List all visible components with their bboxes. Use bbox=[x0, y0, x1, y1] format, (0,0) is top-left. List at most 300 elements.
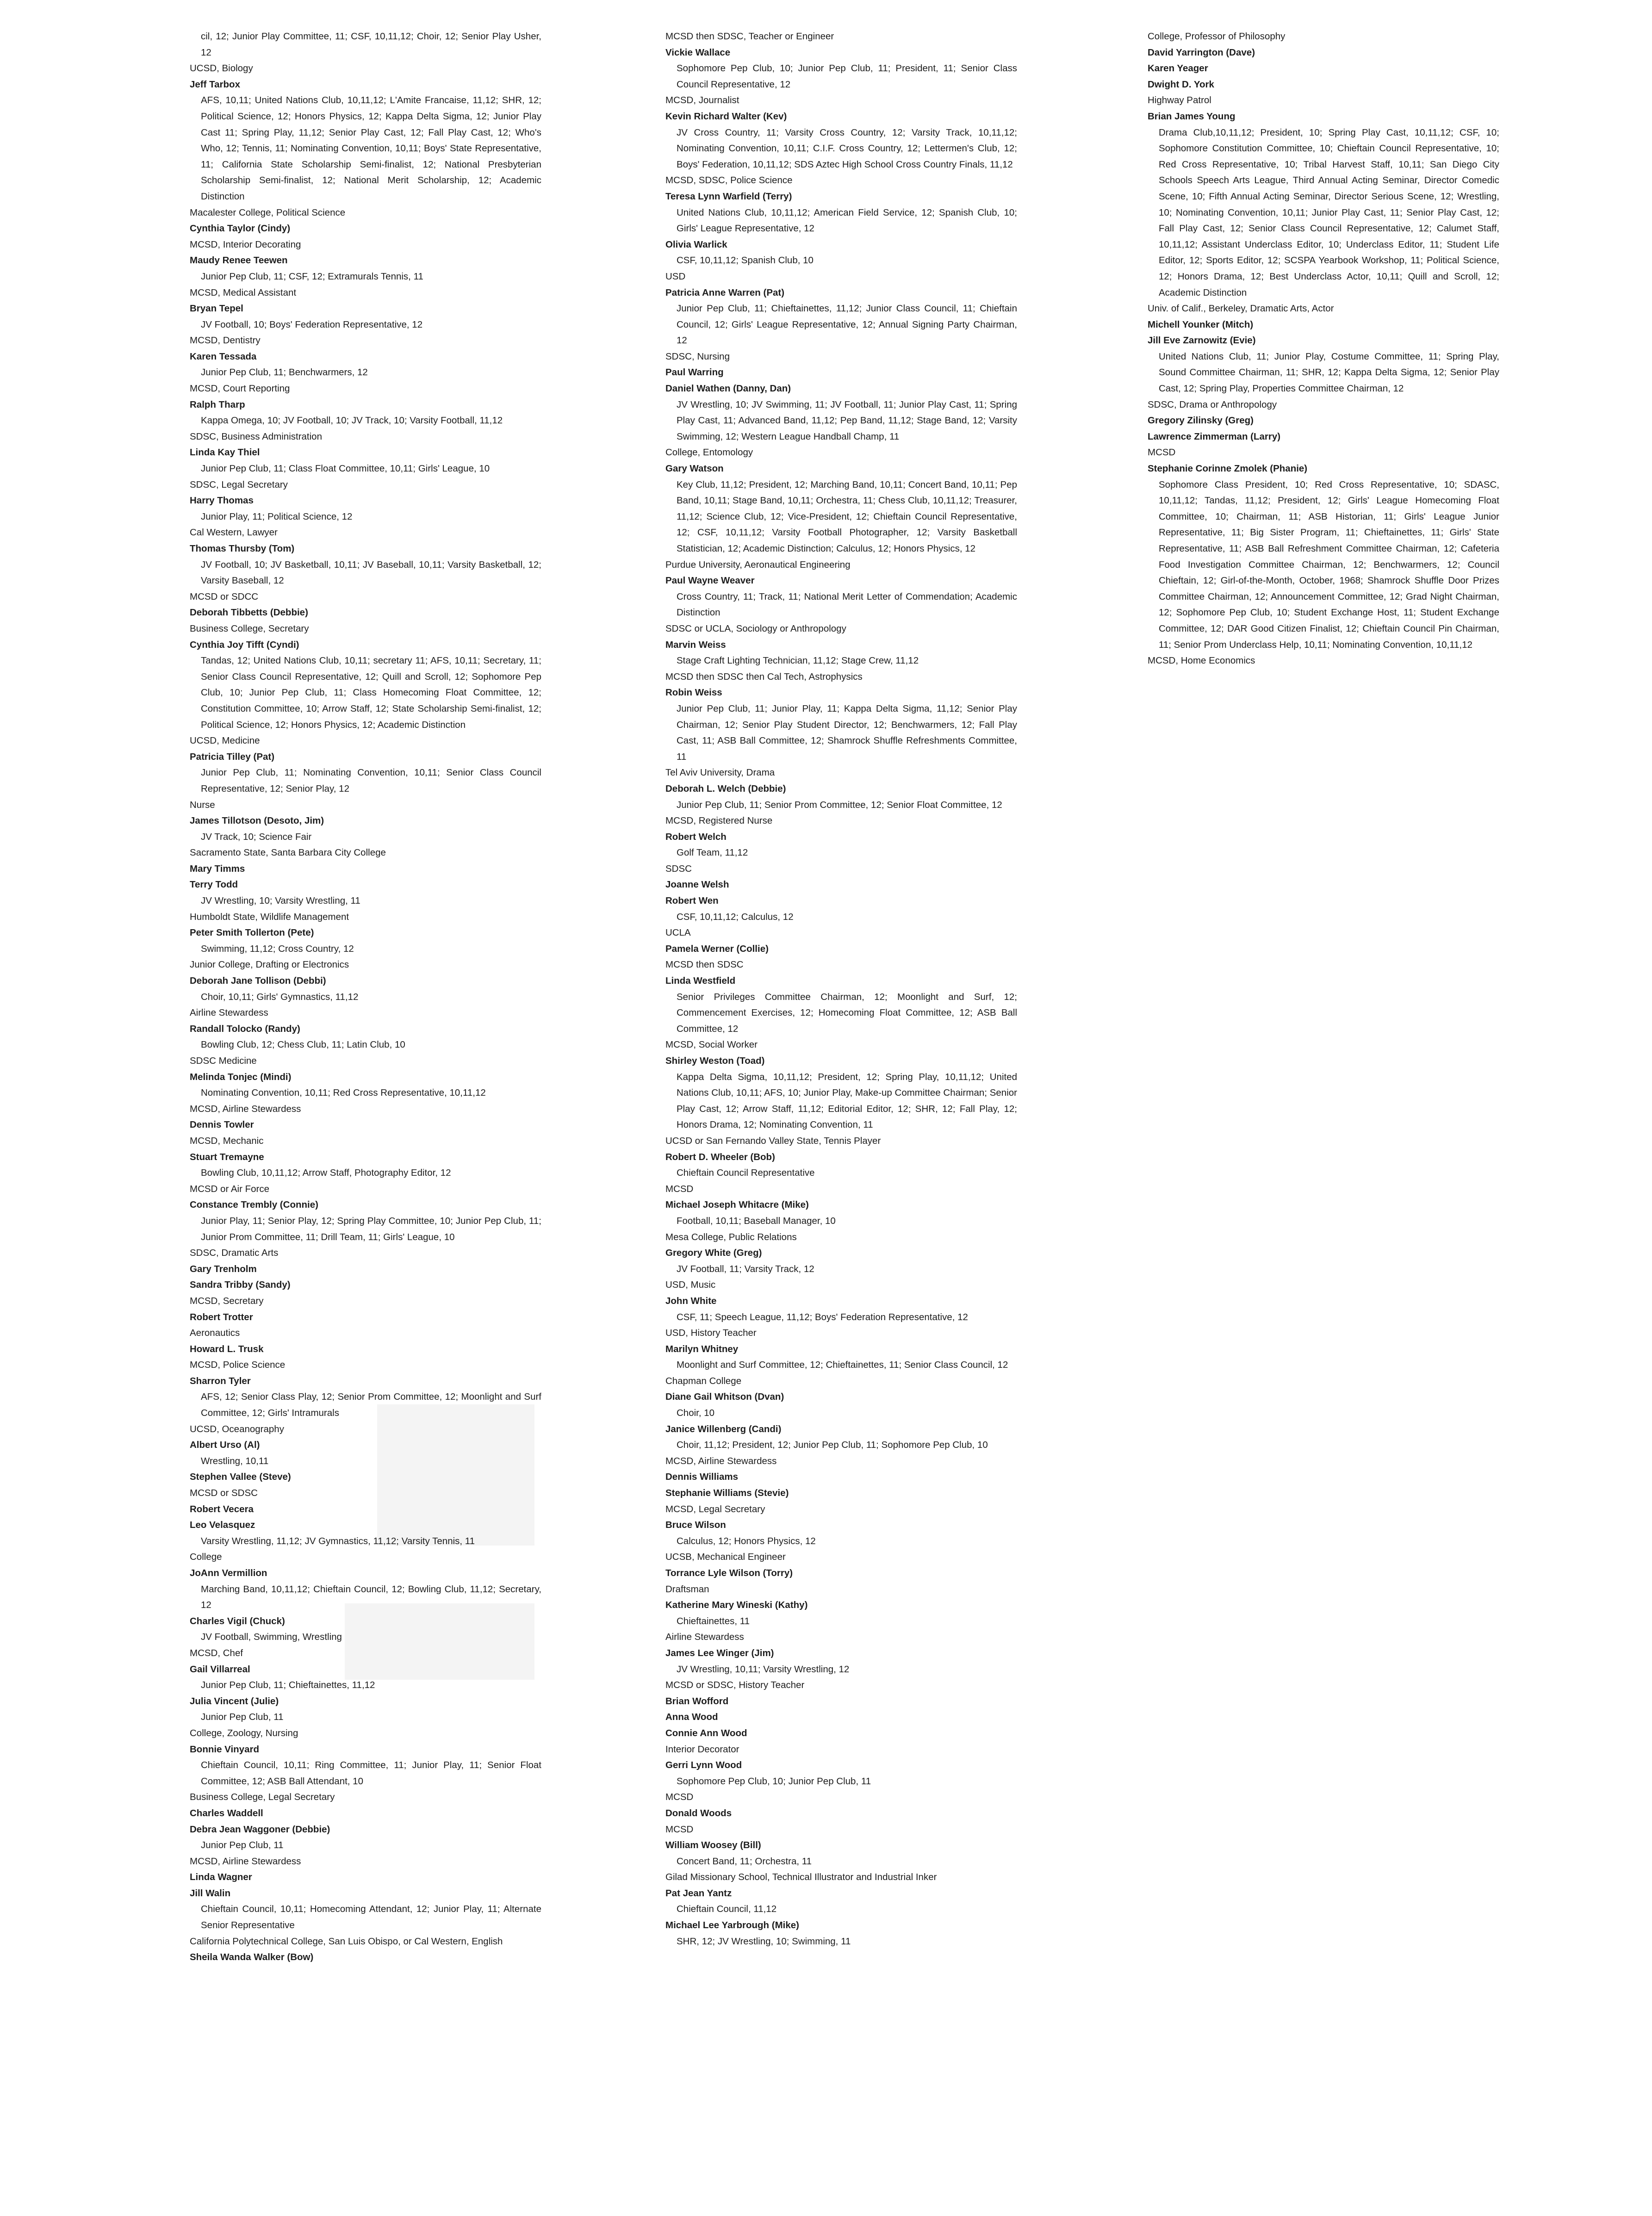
senior-activities: Chieftain Council, 10,11; Homecoming Attendant, 12; Junior Play, 11; Alternate Senior Representative bbox=[201, 1904, 541, 1931]
senior-future-plans: USD, History Teacher bbox=[665, 1328, 757, 1339]
senior-future-plans: College, Zoology, Nursing bbox=[190, 1727, 298, 1738]
senior-future-plans: SDSC, Drama or Anthropology bbox=[1148, 399, 1277, 410]
senior-name: Dennis Towler bbox=[190, 1119, 254, 1130]
senior-entry bbox=[665, 573, 1017, 637]
senior-activities: Sophomore Pep Club, 10; Junior Pep Club, 11 bbox=[677, 1775, 871, 1787]
senior-future-plans: College, Professor of Philosophy bbox=[1148, 31, 1286, 42]
senior-activities: Junior Pep Club, 11; Chieftainettes, 11,12 bbox=[201, 1680, 375, 1691]
senior-future-plans: SDSC or UCLA, Sociology or Anthropology bbox=[665, 623, 846, 634]
senior-future-plans: Tel Aviv University, Drama bbox=[665, 767, 775, 778]
senior-name: Gail Villarreal bbox=[190, 1664, 250, 1675]
senior-entry bbox=[190, 1261, 541, 1278]
senior-future-plans: MCSD, Home Economics bbox=[1148, 655, 1255, 666]
senior-entry bbox=[1148, 77, 1499, 109]
senior-directory-column-1 bbox=[190, 29, 541, 1966]
senior-future-plans: Purdue University, Aeronautical Engineering bbox=[665, 559, 851, 570]
senior-name: Stephanie Corinne Zmolek (Phanie) bbox=[1148, 463, 1308, 474]
senior-future-plans: Airline Stewardess bbox=[190, 1007, 268, 1018]
senior-future-plans: MCSD, Social Worker bbox=[665, 1039, 758, 1050]
senior-activities: Cross Country, 11; Track, 11; National Merit Letter of Commendation; Academic Distinction bbox=[677, 591, 1017, 618]
senior-future-plans: MCSD, Journalist bbox=[665, 95, 739, 106]
senior-future-plans: UCSD, Biology bbox=[190, 63, 253, 74]
senior-name: Robert Vecera bbox=[190, 1503, 254, 1515]
senior-entry bbox=[1148, 45, 1499, 61]
senior-future-plans: USD, Music bbox=[665, 1279, 716, 1291]
senior-entry bbox=[190, 1662, 541, 1694]
senior-entry bbox=[190, 1437, 541, 1469]
senior-future-plans: MCSD, Airline Stewardess bbox=[665, 1455, 777, 1466]
senior-name: James Tillotson (Desoto, Jim) bbox=[190, 815, 324, 826]
senior-entry bbox=[665, 1645, 1017, 1694]
senior-entry bbox=[665, 1757, 1017, 1806]
senior-entry bbox=[190, 813, 541, 861]
senior-future-plans: MCSD, Court Reporting bbox=[190, 383, 290, 394]
senior-name: Connie Ann Wood bbox=[665, 1727, 747, 1738]
senior-activities: Swimming, 11,12; Cross Country, 12 bbox=[201, 943, 354, 954]
senior-name: Shirley Weston (Toad) bbox=[665, 1055, 765, 1066]
senior-name: Olivia Warlick bbox=[665, 239, 727, 250]
senior-entry bbox=[665, 829, 1017, 877]
senior-entry bbox=[665, 1597, 1017, 1645]
senior-name: Patricia Anne Warren (Pat) bbox=[665, 287, 785, 298]
senior-name: Terry Todd bbox=[190, 879, 238, 890]
senior-entry bbox=[665, 29, 1017, 45]
senior-activities: JV Track, 10; Science Fair bbox=[201, 831, 312, 842]
senior-future-plans: MCSD, Chef bbox=[190, 1647, 243, 1658]
senior-name: Deborah Tibbetts (Debbie) bbox=[190, 607, 308, 618]
senior-name: Debra Jean Waggoner (Debbie) bbox=[190, 1824, 330, 1835]
senior-activities: Junior Pep Club, 11; CSF, 12; Extramurals Tennis, 11 bbox=[201, 271, 423, 282]
senior-activities: Chieftain Council, 10,11; Ring Committee, 11; Junior Play, 11; Senior Float Committee, 12; ASB Ball Attendant, 10 bbox=[201, 1760, 541, 1787]
senior-entry bbox=[1148, 461, 1499, 669]
senior-activities: Junior Play, 11; Senior Play, 12; Spring Play Committee, 10; Junior Pep Club, 11; Junior Prom Committee, 11; Drill Team, 11; Girls' League, 10 bbox=[201, 1215, 541, 1242]
senior-name: Sandra Tribby (Sandy) bbox=[190, 1279, 291, 1291]
senior-entry bbox=[190, 77, 541, 221]
senior-name: Patricia Tilley (Pat) bbox=[190, 751, 275, 762]
senior-entry bbox=[665, 1485, 1017, 1517]
senior-name: David Yarrington (Dave) bbox=[1148, 47, 1255, 58]
senior-future-plans: SDSC bbox=[665, 863, 692, 874]
senior-future-plans: UCLA bbox=[665, 927, 691, 938]
senior-entry bbox=[665, 365, 1017, 381]
senior-entry bbox=[665, 1806, 1017, 1837]
senior-name: Paul Wayne Weaver bbox=[665, 575, 755, 586]
senior-entry bbox=[1148, 429, 1499, 461]
senior-future-plans: Sacramento State, Santa Barbara City College bbox=[190, 847, 386, 858]
senior-activities: Junior Pep Club, 11; Benchwarmers, 12 bbox=[201, 367, 368, 378]
senior-entry bbox=[190, 1469, 541, 1501]
senior-activities: Kappa Omega, 10; JV Football, 10; JV Track, 10; Varsity Football, 11,12 bbox=[201, 415, 503, 426]
senior-entry bbox=[1148, 61, 1499, 77]
senior-entry bbox=[190, 605, 541, 637]
senior-future-plans: Business College, Secretary bbox=[190, 623, 309, 634]
senior-name: Randall Tolocko (Randy) bbox=[190, 1023, 300, 1034]
senior-future-plans: Business College, Legal Secretary bbox=[190, 1792, 335, 1803]
senior-name: Marilyn Whitney bbox=[665, 1343, 739, 1354]
senior-entry bbox=[190, 861, 541, 877]
senior-activities: Concert Band, 11; Orchestra, 11 bbox=[677, 1856, 812, 1867]
senior-entry bbox=[665, 1837, 1017, 1886]
senior-activities: Junior Pep Club, 11; Senior Prom Committee, 12; Senior Float Committee, 12 bbox=[677, 799, 1002, 810]
senior-entry bbox=[665, 781, 1017, 829]
senior-future-plans: MCSD or Air Force bbox=[190, 1183, 269, 1194]
senior-entry bbox=[190, 541, 541, 605]
senior-future-plans: SDSC Medicine bbox=[190, 1055, 257, 1066]
senior-name: Pamela Werner (Collie) bbox=[665, 943, 769, 954]
senior-entry bbox=[665, 109, 1017, 189]
senior-activities: Sophomore Class President, 10; Red Cross Representative, 10; SDASC, 10,11,12; Tandas, 11,12; President, 12; Girls' League Homecoming Float Committee, 10; Chairman, 11; ASB Historian, 11; Girls' League Junior Representative, 11; Big Sister Program, 11; Chieftainettes, 11; Girls' State Representative, 11; ASB Ball Refreshment Committee Chairman, 12; Cafeteria Food Investigation Committee Chairman, 12; Benchwarmers, 12; Council Chieftain, 12; Girl-of-the-Month, October, 1968; Shamrock Shuffle Door Prizes Committee Chairman, 12; Announcement Committee, 12; Grad Night Chairman, 12; Sophomore Pep Club, 10; Student Exchange Host, 11; Student Exchange Committee, 12; DAR Good Citizen Finalist, 12; Chieftain Council Pin Chairman, 11; Senior Prom Underclass Help, 10,11; Nominating Convention, 10,11,12 bbox=[1159, 479, 1499, 650]
senior-activities: United Nations Club, 11; Junior Play, Costume Committee, 11; Spring Play, Sound Committee Chairman, 11; SHR, 12; Kappa Delta Sigma, 12; Senior Play Cast, 12; Spring Play, Properties Committee Chairman, 12 bbox=[1159, 351, 1499, 394]
senior-name: Michell Younker (Mitch) bbox=[1148, 319, 1254, 330]
senior-activities: Bowling Club, 12; Chess Club, 11; Latin Club, 10 bbox=[201, 1039, 405, 1050]
senior-future-plans: MCSD then SDSC, Teacher or Engineer bbox=[665, 31, 834, 42]
senior-future-plans: MCSD bbox=[1148, 447, 1176, 458]
senior-future-plans: MCSD, Registered Nurse bbox=[665, 815, 773, 826]
senior-future-plans: MCSD or SDCC bbox=[190, 591, 259, 602]
senior-future-plans: Mesa College, Public Relations bbox=[665, 1231, 797, 1242]
senior-future-plans: Humboldt State, Wildlife Management bbox=[190, 911, 349, 922]
senior-entry bbox=[665, 1293, 1017, 1341]
senior-future-plans: MCSD bbox=[665, 1824, 694, 1835]
senior-activities: JV Wrestling, 10; JV Swimming, 11; JV Football, 11; Junior Play Cast, 11; Spring Play Cast, 11; Advanced Band, 11,12; Pep Band, 11,12; Stage Band, 12; Varsity Swimming, 12; Western League Handball Champ, 11 bbox=[677, 399, 1017, 442]
senior-entry bbox=[665, 1565, 1017, 1597]
senior-future-plans: Macalester College, Political Science bbox=[190, 207, 346, 218]
senior-activities: Junior Pep Club, 11 bbox=[201, 1712, 284, 1723]
senior-name: Linda Wagner bbox=[190, 1872, 252, 1883]
senior-entry bbox=[1148, 29, 1499, 45]
senior-entry bbox=[190, 925, 541, 973]
senior-entry bbox=[665, 189, 1017, 237]
senior-name: Constance Trembly (Connie) bbox=[190, 1199, 318, 1210]
senior-activities: Senior Privileges Committee Chairman, 12; Moonlight and Surf, 12; Commencement Exercises, 12; Homecoming Float Committee, 12; ASB Ball Committee, 12 bbox=[677, 991, 1017, 1034]
senior-name: Torrance Lyle Wilson (Torry) bbox=[665, 1568, 793, 1578]
senior-name: Karen Tessada bbox=[190, 351, 257, 362]
senior-activities: Football, 10,11; Baseball Manager, 10 bbox=[677, 1215, 836, 1226]
senior-activities: United Nations Club, 10,11,12; American Field Service, 12; Spanish Club, 10; Girls' League Representative, 12 bbox=[677, 207, 1017, 234]
senior-future-plans: Junior College, Drafting or Electronics bbox=[190, 959, 349, 970]
senior-activities: Wrestling, 10,11 bbox=[201, 1455, 269, 1466]
senior-name: Bruce Wilson bbox=[665, 1520, 726, 1531]
senior-future-plans: SDSC, Dramatic Arts bbox=[190, 1248, 279, 1259]
senior-name: Bryan Tepel bbox=[190, 303, 243, 314]
senior-future-plans: SDSC, Business Administration bbox=[190, 431, 322, 442]
senior-entry bbox=[665, 461, 1017, 573]
senior-entry bbox=[190, 1806, 541, 1822]
senior-name: Jeff Tarbox bbox=[190, 79, 240, 90]
senior-entry bbox=[665, 1726, 1017, 1757]
senior-future-plans: MCSD bbox=[665, 1183, 694, 1194]
senior-future-plans: MCSD or SDSC, History Teacher bbox=[665, 1680, 805, 1691]
senior-name: Daniel Wathen (Danny, Dan) bbox=[665, 383, 791, 394]
senior-future-plans: Airline Stewardess bbox=[665, 1632, 744, 1643]
senior-activities: Stage Craft Lighting Technician, 11,12; Stage Crew, 11,12 bbox=[677, 655, 919, 666]
senior-name: Howard L. Trusk bbox=[190, 1343, 264, 1354]
senior-name: Jill Walin bbox=[190, 1887, 231, 1899]
senior-entry bbox=[190, 1341, 541, 1373]
senior-entry bbox=[665, 1197, 1017, 1245]
senior-future-plans: MCSD or SDSC bbox=[190, 1488, 258, 1499]
senior-entry bbox=[665, 1469, 1017, 1485]
senior-name: Donald Woods bbox=[665, 1807, 732, 1819]
senior-activities: Moonlight and Surf Committee, 12; Chieftainettes, 11; Senior Class Council, 12 bbox=[677, 1359, 1008, 1371]
senior-name: Diane Gail Whitson (Dvan) bbox=[665, 1391, 784, 1403]
senior-activities: JV Football, Swimming, Wrestling bbox=[201, 1632, 342, 1643]
senior-future-plans: Cal Western, Lawyer bbox=[190, 527, 278, 538]
senior-name: Gary Trenholm bbox=[190, 1263, 257, 1274]
senior-entry bbox=[190, 1373, 541, 1437]
senior-future-plans: Aeronautics bbox=[190, 1328, 240, 1339]
senior-activities: JV Wrestling, 10,11; Varsity Wrestling, 12 bbox=[677, 1664, 850, 1675]
senior-activities: JV Football, 10; JV Basketball, 10,11; JV Baseball, 10,11; Varsity Basketball, 12; Varsity Baseball, 12 bbox=[201, 559, 541, 586]
senior-future-plans: UCSD, Oceanography bbox=[190, 1423, 284, 1434]
senior-entry bbox=[665, 941, 1017, 973]
senior-name: Cynthia Joy Tifft (Cyndi) bbox=[190, 639, 299, 650]
senior-activities: Choir, 10,11; Girls' Gymnastics, 11,12 bbox=[201, 991, 359, 1002]
senior-activities: Junior Pep Club, 11; Chieftainettes, 11,12; Junior Class Council, 11; Chieftain Council, 12; Girls' League Representative, 12; Annual Signing Party Chairman, 12 bbox=[677, 303, 1017, 346]
senior-name: Stephanie Williams (Stevie) bbox=[665, 1488, 789, 1499]
senior-entry bbox=[665, 1245, 1017, 1293]
senior-name: Dwight D. York bbox=[1148, 79, 1214, 90]
senior-entry bbox=[665, 685, 1017, 781]
senior-activities: AFS, 12; Senior Class Play, 12; Senior Prom Committee, 12; Moonlight and Surf Committee, 12; Girls' Intramurals bbox=[201, 1391, 541, 1419]
senior-name: Michael Lee Yarbrough (Mike) bbox=[665, 1920, 799, 1931]
senior-name: Robert Trotter bbox=[190, 1311, 253, 1322]
senior-name: Linda Kay Thiel bbox=[190, 447, 260, 458]
senior-name: Teresa Lynn Warfield (Terry) bbox=[665, 191, 792, 202]
senior-entry bbox=[190, 253, 541, 301]
senior-entry bbox=[190, 1517, 541, 1565]
senior-activities: Choir, 11,12; President, 12; Junior Pep Club, 11; Sophomore Pep Club, 10 bbox=[677, 1440, 988, 1451]
senior-name: JoAnn Vermillion bbox=[190, 1568, 267, 1578]
senior-entry bbox=[190, 349, 541, 397]
senior-activities: JV Football, 11; Varsity Track, 12 bbox=[677, 1263, 814, 1274]
senior-activities: Tandas, 12; United Nations Club, 10,11; secretary 11; AFS, 10,11; Secretary, 11; Senior Class Council Representative, 12; Quill and Scroll, 12; Sophomore Pep Club, 10; Junior Pep Club, 11; Class Homecoming Float Committee, 12; Constitution Committee, 10; Arrow Staff, 12; State Scholarship Semi-finalist, 12; Political Science, 12; Honors Physics, 12; Academic Distinction bbox=[201, 655, 541, 730]
senior-name: Pat Jean Yantz bbox=[665, 1887, 732, 1899]
senior-entry bbox=[190, 1117, 541, 1149]
senior-entry bbox=[665, 893, 1017, 941]
senior-future-plans: MCSD then SDSC bbox=[665, 959, 744, 970]
senior-activities: CSF, 10,11,12; Spanish Club, 10 bbox=[677, 255, 814, 266]
senior-future-plans: SDSC, Legal Secretary bbox=[190, 479, 288, 490]
senior-activities: Marching Band, 10,11,12; Chieftain Council, 12; Bowling Club, 11,12; Secretary, 12 bbox=[201, 1583, 541, 1611]
senior-entry bbox=[190, 1869, 541, 1886]
senior-entry bbox=[665, 973, 1017, 1053]
senior-entry bbox=[665, 1694, 1017, 1710]
senior-name: Deborah L. Welch (Debbie) bbox=[665, 783, 786, 794]
senior-activities: Kappa Delta Sigma, 10,11,12; President, 12; Spring Play, 10,11,12; United Nations Club, 10,11; AFS, 10; Junior Play, Make-up Committee Chairman; Senior Play Cast, 12; Arrow Staff, 11,12; Editorial Editor, 12; SHR, 12; Fall Play, 12; Honors Drama, 12; Nominating Convention, 11 bbox=[677, 1071, 1017, 1130]
senior-entry bbox=[190, 973, 541, 1021]
senior-entry bbox=[190, 397, 541, 445]
senior-name: Marvin Weiss bbox=[665, 639, 726, 650]
senior-name: Robert Welch bbox=[665, 831, 727, 842]
senior-activities: JV Wrestling, 10; Varsity Wrestling, 11 bbox=[201, 895, 360, 906]
senior-name: Bonnie Vinyard bbox=[190, 1744, 259, 1755]
senior-future-plans: MCSD, Secretary bbox=[190, 1295, 264, 1306]
senior-name: Lawrence Zimmerman (Larry) bbox=[1148, 431, 1281, 442]
senior-future-plans: Gilad Missionary School, Technical Illustrator and Industrial Inker bbox=[665, 1872, 937, 1883]
senior-name: Gregory White (Greg) bbox=[665, 1248, 762, 1259]
senior-name: John White bbox=[665, 1295, 717, 1306]
senior-name: Ralph Tharp bbox=[190, 399, 245, 410]
senior-name: Maudy Renee Teewen bbox=[190, 255, 288, 266]
senior-entry bbox=[665, 1918, 1017, 1949]
senior-entry bbox=[665, 1149, 1017, 1198]
senior-entry bbox=[190, 1197, 541, 1261]
senior-entry bbox=[190, 1742, 541, 1806]
senior-name: Charles Vigil (Chuck) bbox=[190, 1615, 285, 1626]
senior-activities: cil, 12; Junior Play Committee, 11; CSF, 10,11,12; Choir, 12; Senior Play Usher, 12 bbox=[201, 31, 541, 58]
senior-entry bbox=[190, 221, 541, 253]
senior-name: Harry Thomas bbox=[190, 495, 254, 506]
senior-name: Kevin Richard Walter (Kev) bbox=[665, 111, 787, 122]
senior-name: Charles Waddell bbox=[190, 1807, 263, 1819]
senior-name: Sheila Wanda Walker (Bow) bbox=[190, 1952, 314, 1963]
senior-activities: Chieftainettes, 11 bbox=[677, 1615, 750, 1626]
senior-name: Karen Yeager bbox=[1148, 63, 1208, 74]
senior-future-plans: MCSD, Medical Assistant bbox=[190, 287, 297, 298]
senior-name: Gregory Zilinsky (Greg) bbox=[1148, 415, 1254, 426]
senior-future-plans: SDSC, Nursing bbox=[665, 351, 730, 362]
senior-name: Paul Warring bbox=[665, 367, 724, 378]
senior-future-plans: College, Entomology bbox=[665, 447, 753, 458]
senior-activities: Junior Pep Club, 11; Nominating Convention, 10,11; Senior Class Council Representative, 12; Senior Play, 12 bbox=[201, 767, 541, 794]
senior-future-plans: MCSD, SDSC, Police Science bbox=[665, 175, 793, 186]
senior-activities: Nominating Convention, 10,11; Red Cross Representative, 10,11,12 bbox=[201, 1087, 486, 1099]
senior-entry bbox=[190, 1277, 541, 1309]
senior-entry bbox=[190, 749, 541, 813]
senior-future-plans: UCSD or San Fernando Valley State, Tennis Player bbox=[665, 1135, 881, 1146]
senior-entry bbox=[665, 1886, 1017, 1918]
senior-future-plans: MCSD, Airline Stewardess bbox=[190, 1856, 301, 1867]
senior-name: Cynthia Taylor (Cindy) bbox=[190, 223, 291, 234]
senior-activities: SHR, 12; JV Wrestling, 10; Swimming, 11 bbox=[677, 1936, 851, 1947]
senior-name: Linda Westfield bbox=[665, 975, 736, 987]
senior-activities: Calculus, 12; Honors Physics, 12 bbox=[677, 1535, 816, 1546]
senior-entry bbox=[190, 493, 541, 541]
senior-entry bbox=[190, 1565, 541, 1614]
senior-activities: Chieftain Council, 11,12 bbox=[677, 1904, 777, 1915]
senior-future-plans: MCSD, Interior Decorating bbox=[190, 239, 301, 250]
senior-entry bbox=[190, 29, 541, 77]
senior-future-plans: Nurse bbox=[190, 799, 215, 810]
senior-entry bbox=[665, 1341, 1017, 1390]
senior-activities: Golf Team, 11,12 bbox=[677, 847, 748, 858]
senior-name: Melinda Tonjec (Mindi) bbox=[190, 1071, 292, 1082]
senior-future-plans: Chapman College bbox=[665, 1375, 742, 1386]
senior-entry bbox=[190, 301, 541, 349]
senior-future-plans: Interior Decorator bbox=[665, 1744, 739, 1755]
senior-future-plans: College bbox=[190, 1552, 222, 1563]
senior-future-plans: California Polytechnical College, San Luis Obispo, or Cal Western, English bbox=[190, 1936, 503, 1947]
senior-name: Vickie Wallace bbox=[665, 47, 731, 58]
senior-future-plans: MCSD, Legal Secretary bbox=[665, 1503, 765, 1515]
senior-activities: JV Football, 10; Boys' Federation Representative, 12 bbox=[201, 319, 423, 330]
senior-entry bbox=[665, 637, 1017, 685]
senior-name: Robert Wen bbox=[665, 895, 719, 906]
senior-name: Albert Urso (Al) bbox=[190, 1440, 260, 1451]
senior-entry bbox=[665, 1053, 1017, 1149]
senior-name: Brian James Young bbox=[1148, 111, 1236, 122]
senior-name: Brian Wofford bbox=[665, 1695, 729, 1707]
senior-name: Jill Eve Zarnowitz (Evie) bbox=[1148, 335, 1256, 346]
senior-name: Dennis Williams bbox=[665, 1471, 739, 1483]
senior-activities: Key Club, 11,12; President, 12; Marching Band, 10,11; Concert Band, 10,11; Pep Band, 10,11; Stage Band, 10,11; Orchestra, 11; Chess Club, 10,11,12; Treasurer, 11,12; Science Club, 12; Vice-President, 12; Chieftain Council Representative, 12; CSF, 10,11,12; Varsity Football Photographer, 12; Varsity Basketball Statistician, 12; Academic Distinction; Calculus, 12; Honors Physics, 12 bbox=[677, 479, 1017, 554]
senior-entry bbox=[665, 45, 1017, 109]
senior-name: William Woosey (Bill) bbox=[665, 1840, 761, 1851]
senior-name: Stephen Vallee (Steve) bbox=[190, 1471, 291, 1483]
senior-activities: Junior Pep Club, 11; Class Float Committee, 10,11; Girls' League, 10 bbox=[201, 463, 490, 474]
senior-future-plans: Univ. of Calif., Berkeley, Dramatic Arts, Actor bbox=[1148, 303, 1334, 314]
senior-future-plans: Highway Patrol bbox=[1148, 95, 1211, 106]
senior-name: Leo Velasquez bbox=[190, 1520, 255, 1531]
senior-activities: Bowling Club, 10,11,12; Arrow Staff, Photography Editor, 12 bbox=[201, 1167, 451, 1179]
senior-entry bbox=[665, 1709, 1017, 1726]
senior-name: Robin Weiss bbox=[665, 687, 722, 698]
senior-activities: Choir, 10 bbox=[677, 1408, 715, 1419]
senior-name: Stuart Tremayne bbox=[190, 1151, 264, 1162]
senior-name: Michael Joseph Whitacre (Mike) bbox=[665, 1199, 809, 1210]
senior-name: Deborah Jane Tollison (Debbi) bbox=[190, 975, 326, 987]
senior-name: Joanne Welsh bbox=[665, 879, 729, 890]
senior-name: Gerri Lynn Wood bbox=[665, 1760, 742, 1771]
senior-entry bbox=[190, 1310, 541, 1341]
senior-activities: Varsity Wrestling, 11,12; JV Gymnastics, 11,12; Varsity Tennis, 11 bbox=[201, 1535, 475, 1546]
senior-entry bbox=[190, 1614, 541, 1662]
senior-name: Katherine Mary Wineski (Kathy) bbox=[665, 1600, 808, 1611]
senior-name: Peter Smith Tollerton (Pete) bbox=[190, 927, 314, 938]
senior-entry bbox=[190, 1949, 541, 1966]
senior-entry bbox=[1148, 333, 1499, 413]
senior-entry bbox=[190, 1886, 541, 1949]
senior-activities: CSF, 11; Speech League, 11,12; Boys' Federation Representative, 12 bbox=[677, 1311, 968, 1322]
senior-name: Sharron Tyler bbox=[190, 1375, 251, 1386]
senior-entry bbox=[1148, 413, 1499, 429]
senior-activities: Sophomore Pep Club, 10; Junior Pep Club, 11; President, 11; Senior Class Council Representative, 12 bbox=[677, 63, 1017, 90]
senior-entry bbox=[665, 285, 1017, 365]
senior-entry bbox=[190, 1822, 541, 1870]
senior-activities: Junior Play, 11; Political Science, 12 bbox=[201, 511, 353, 522]
senior-entry bbox=[190, 877, 541, 925]
senior-future-plans: MCSD, Mechanic bbox=[190, 1135, 264, 1146]
senior-name: Anna Wood bbox=[665, 1712, 718, 1723]
senior-future-plans: MCSD then SDSC then Cal Tech, Astrophysics bbox=[665, 671, 863, 682]
senior-entry bbox=[665, 1389, 1017, 1421]
senior-name: Mary Timms bbox=[190, 863, 245, 874]
senior-future-plans: USD bbox=[665, 271, 686, 282]
senior-future-plans: UCSD, Medicine bbox=[190, 735, 260, 746]
senior-future-plans: Draftsman bbox=[665, 1583, 709, 1595]
senior-name: Thomas Thursby (Tom) bbox=[190, 543, 295, 554]
senior-activities: AFS, 10,11; United Nations Club, 10,11,12; L'Amite Francaise, 11,12; SHR, 12; Political Science, 12; Honors Physics, 12; Kappa Delta Sigma, 12; Junior Play Cast 11; Spring Play, 11,12; Senior Play Cast, 12; Fall Play Cast, 12; Who's Who, 12; Tennis, 11; Nominating Convention, 10,11; Boys' State Representative, 11; California State Scholarship Semi-finalist, 12; National Presbyterian Scholarship Semi-finalist, 12; National Merit Scholarship, 12; Academic Distinction bbox=[201, 95, 541, 202]
senior-activities: Chieftain Council Representative bbox=[677, 1167, 815, 1179]
senior-name: Julia Vincent (Julie) bbox=[190, 1695, 279, 1707]
senior-entry bbox=[190, 1069, 541, 1117]
senior-entry bbox=[665, 877, 1017, 893]
senior-entry bbox=[190, 1694, 541, 1742]
senior-activities: CSF, 10,11,12; Calculus, 12 bbox=[677, 911, 794, 922]
senior-future-plans: MCSD, Police Science bbox=[190, 1359, 286, 1371]
senior-activities: Drama Club,10,11,12; President, 10; Spring Play Cast, 10,11,12; CSF, 10; Sophomore Constitution Committee, 10; Chieftain Council Representative, 10; Red Cross Representative, 10; Tribal Harvest Staff, 10,11; San Diego City Schools Speech Arts League, Third Annual Acting Seminar, Director Comedic Scene, 10; Fifth Annual Acting Seminar, Director Serious Scene, 12; Wrestling, 10; Nominating Convention, 10,11; Junior Play Cast, 11; Senior Play Cast, 12; Fall Play Cast, 12; Senior Class Council Representative, 12; Calumet Staff, 10,11,12; Assistant Underclass Editor, 10; Underclass Editor, 11; Student Life Editor, 12; Sports Editor, 12; SCSPA Yearbook Workshop, 11; Political Science, 12; Honors Drama, 12; Best Underclass Actor, 10,11; Quill and Scroll, 12; Academic Distinction bbox=[1159, 127, 1499, 298]
senior-entry bbox=[665, 237, 1017, 285]
senior-name: Gary Watson bbox=[665, 463, 724, 474]
senior-entry bbox=[665, 1421, 1017, 1470]
senior-name: James Lee Winger (Jim) bbox=[665, 1647, 774, 1658]
senior-activities: JV Cross Country, 11; Varsity Cross Country, 12; Varsity Track, 10,11,12; Nominating Convention, 10,11; C.I.F. Cross Country, 12; Lettermen's Club, 12; Boys' Federation, 10,11,12; SDS Aztec High School Cross Country Finals, 11,12 bbox=[677, 127, 1017, 170]
senior-directory-column-3 bbox=[1148, 29, 1499, 669]
senior-entry bbox=[190, 1021, 541, 1069]
senior-activities: Junior Pep Club, 11 bbox=[201, 1840, 284, 1851]
senior-directory-column-2 bbox=[665, 29, 1017, 1949]
